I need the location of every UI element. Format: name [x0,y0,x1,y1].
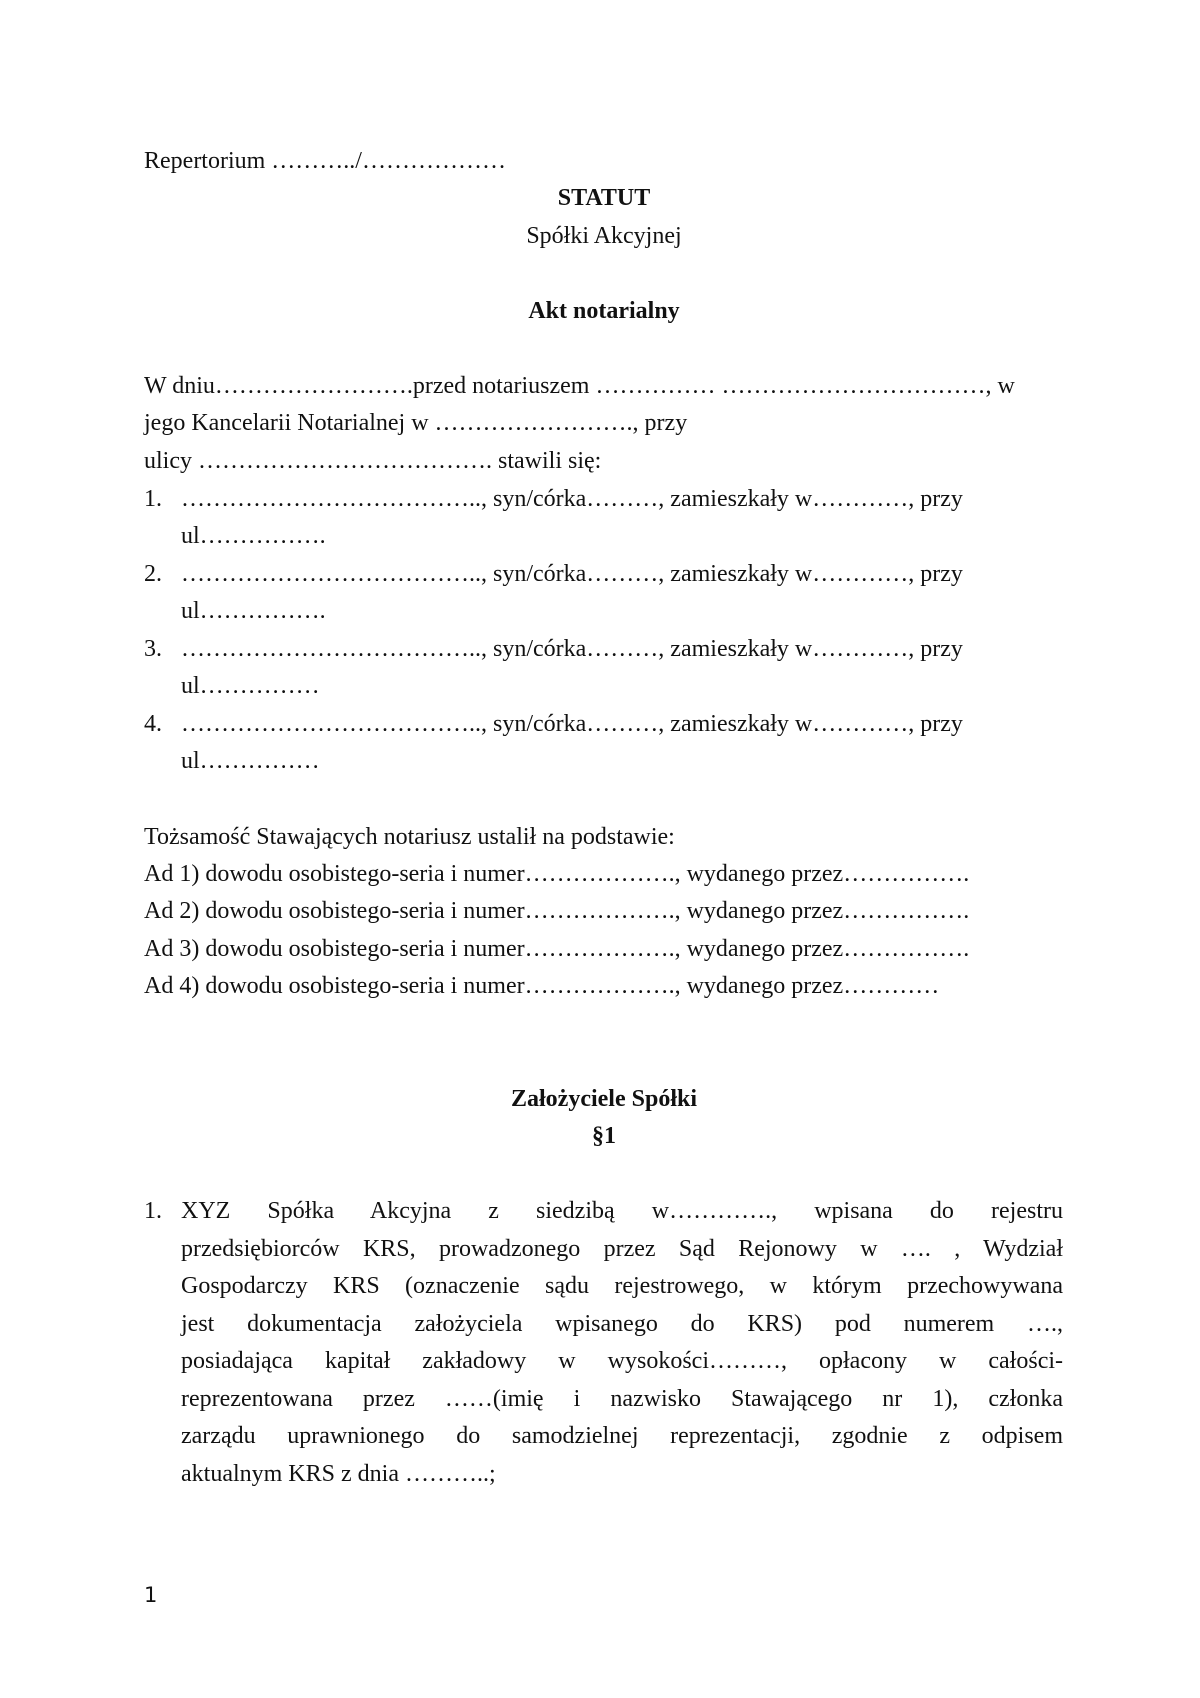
appearer-line: ……………………………….., syn/córka………, zamieszkały w…………, przy [181,486,963,512]
appearer-street: ul……………. [181,598,326,624]
founder-text-line: aktualnym KRS z dnia ………..; [181,1460,496,1487]
appearer-line: ……………………………….., syn/córka………, zamieszkały w…………, przy [181,636,963,662]
page-number: 1 [144,1583,158,1607]
identity-item: Ad 3) dowodu osobistego-seria i numer………………., wydanego przez……………. [144,936,970,962]
founder-text-line: zarządu uprawnionego do samodzielnej reprezentacji, zgodnie z odpisem [181,1423,1063,1449]
appearer-number: 3. [144,636,162,662]
intro-line-3: ulicy ………………………………. stawili się: [144,448,602,474]
identity-item: Ad 4) dowodu osobistego-seria i numer………………., wydanego przez………… [144,973,940,999]
appearer-street: ul…………… [181,673,320,699]
appearer-line: ……………………………….., syn/córka………, zamieszkały w…………, przy [181,711,963,737]
intro-line-1: W dniu…………………….przed notariuszem …………… ……………………………, w [144,373,1015,399]
founder-text-line: jest dokumentacja założyciela wpisanego do KRS) pod numerem …., [181,1310,1063,1337]
act-heading: Akt notarialny [528,298,680,324]
identity-item: Ad 2) dowodu osobistego-seria i numer………………., wydanego przez……………. [144,898,970,924]
appearer-number: 4. [144,711,162,737]
founders-heading: Założyciele Spółki [511,1086,697,1112]
appearer-number: 2. [144,561,162,587]
document-title: STATUT [557,185,651,211]
appearer-street: ul……………. [181,523,326,549]
appearer-street: ul…………… [181,748,320,774]
paragraph-mark: §1 [592,1123,616,1149]
founder-text-line: posiadająca kapitał zakładowy w wysokości………, opłacony w całości- [181,1348,1063,1374]
intro-line-2: jego Kancelarii Notarialnej w ……………………., przy [144,410,688,436]
appearer-number: 1. [144,486,162,512]
document-subtitle: Spółki Akcyjnej [526,223,682,249]
repertorium-line: Repertorium ………../……………… [144,148,506,174]
identity-item: Ad 1) dowodu osobistego-seria i numer………………., wydanego przez……………. [144,861,970,887]
identity-heading: Tożsamość Stawających notariusz ustalił na podstawie: [144,824,675,850]
founder-text-line: przedsiębiorców KRS, prowadzonego przez Sąd Rejonowy w …. , Wydział [181,1235,1063,1262]
founder-text-line: reprezentowana przez ……(imię i nazwisko Stawającego nr 1), członka [181,1385,1063,1412]
founder-text-line: XYZ Spółka Akcyjna z siedzibą w…………., wpisana do rejestru [181,1198,1063,1224]
appearer-line: ……………………………….., syn/córka………, zamieszkały w…………, przy [181,561,963,587]
founder-text-line: Gospodarczy KRS (oznaczenie sądu rejestrowego, w którym przechowywana [181,1273,1063,1299]
founder-item-number: 1. [144,1198,162,1224]
founder-item-text [181,1193,1063,1493]
